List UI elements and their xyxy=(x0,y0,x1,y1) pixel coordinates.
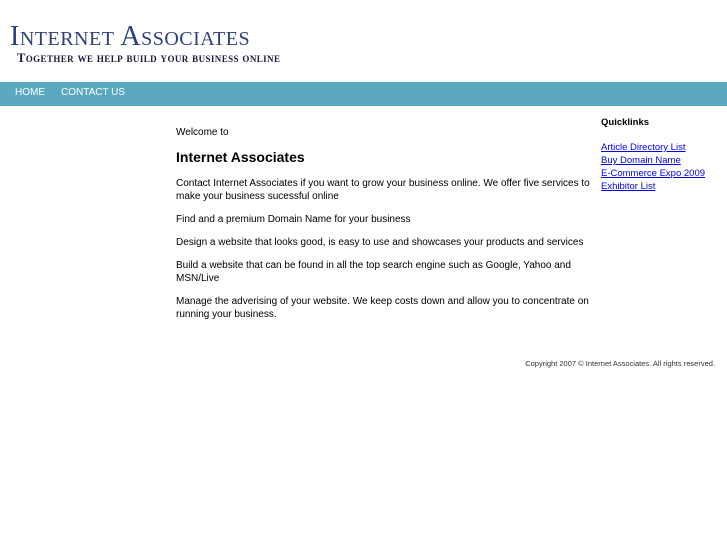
quicklink-buy-domain-name[interactable]: Buy Domain Name xyxy=(601,155,681,166)
quicklink-exhibitor-list[interactable]: Exhibitor List xyxy=(601,181,656,192)
page-title: Internet Associates xyxy=(176,149,305,165)
quicklink-article-directory[interactable]: Article Directory List xyxy=(601,142,686,153)
nav-contact-us-link[interactable]: CONTACT US xyxy=(61,87,126,98)
quicklinks-sidebar xyxy=(601,116,721,193)
logo-tagline: Together we help build your business online xyxy=(17,51,281,65)
build-service-paragraph: Build a website that can be found in all the top search engine such as Google, Yahoo and MSN/Live xyxy=(176,260,571,284)
design-service-paragraph: Design a website that looks good, is easy to use and showcases your products and services xyxy=(176,237,584,248)
domain-service-paragraph: Find and a premium Domain Name for your business xyxy=(176,214,411,225)
welcome-text: Welcome to xyxy=(176,127,229,138)
logo-title[interactable]: Internet Associates xyxy=(10,21,251,52)
nav-bar xyxy=(0,82,727,106)
quicklinks-heading: Quicklinks xyxy=(601,117,650,128)
quicklink-ecommerce-expo[interactable]: E-Commerce Expo 2009 xyxy=(601,168,706,179)
advertising-service-paragraph: Manage the adverising of your website. We keep costs down and allow you to concentrate on running your business. xyxy=(176,296,589,320)
footer-copyright: Copyright 2007 © Internet Associates. All rights reserved. xyxy=(525,359,715,368)
main-content xyxy=(176,126,601,331)
intro-paragraph: Contact Internet Associates if you want to grow your business online. We offer five services to make your business sucessful online xyxy=(176,178,590,202)
site-header xyxy=(0,0,727,82)
nav-home-link[interactable]: HOME xyxy=(15,87,45,98)
